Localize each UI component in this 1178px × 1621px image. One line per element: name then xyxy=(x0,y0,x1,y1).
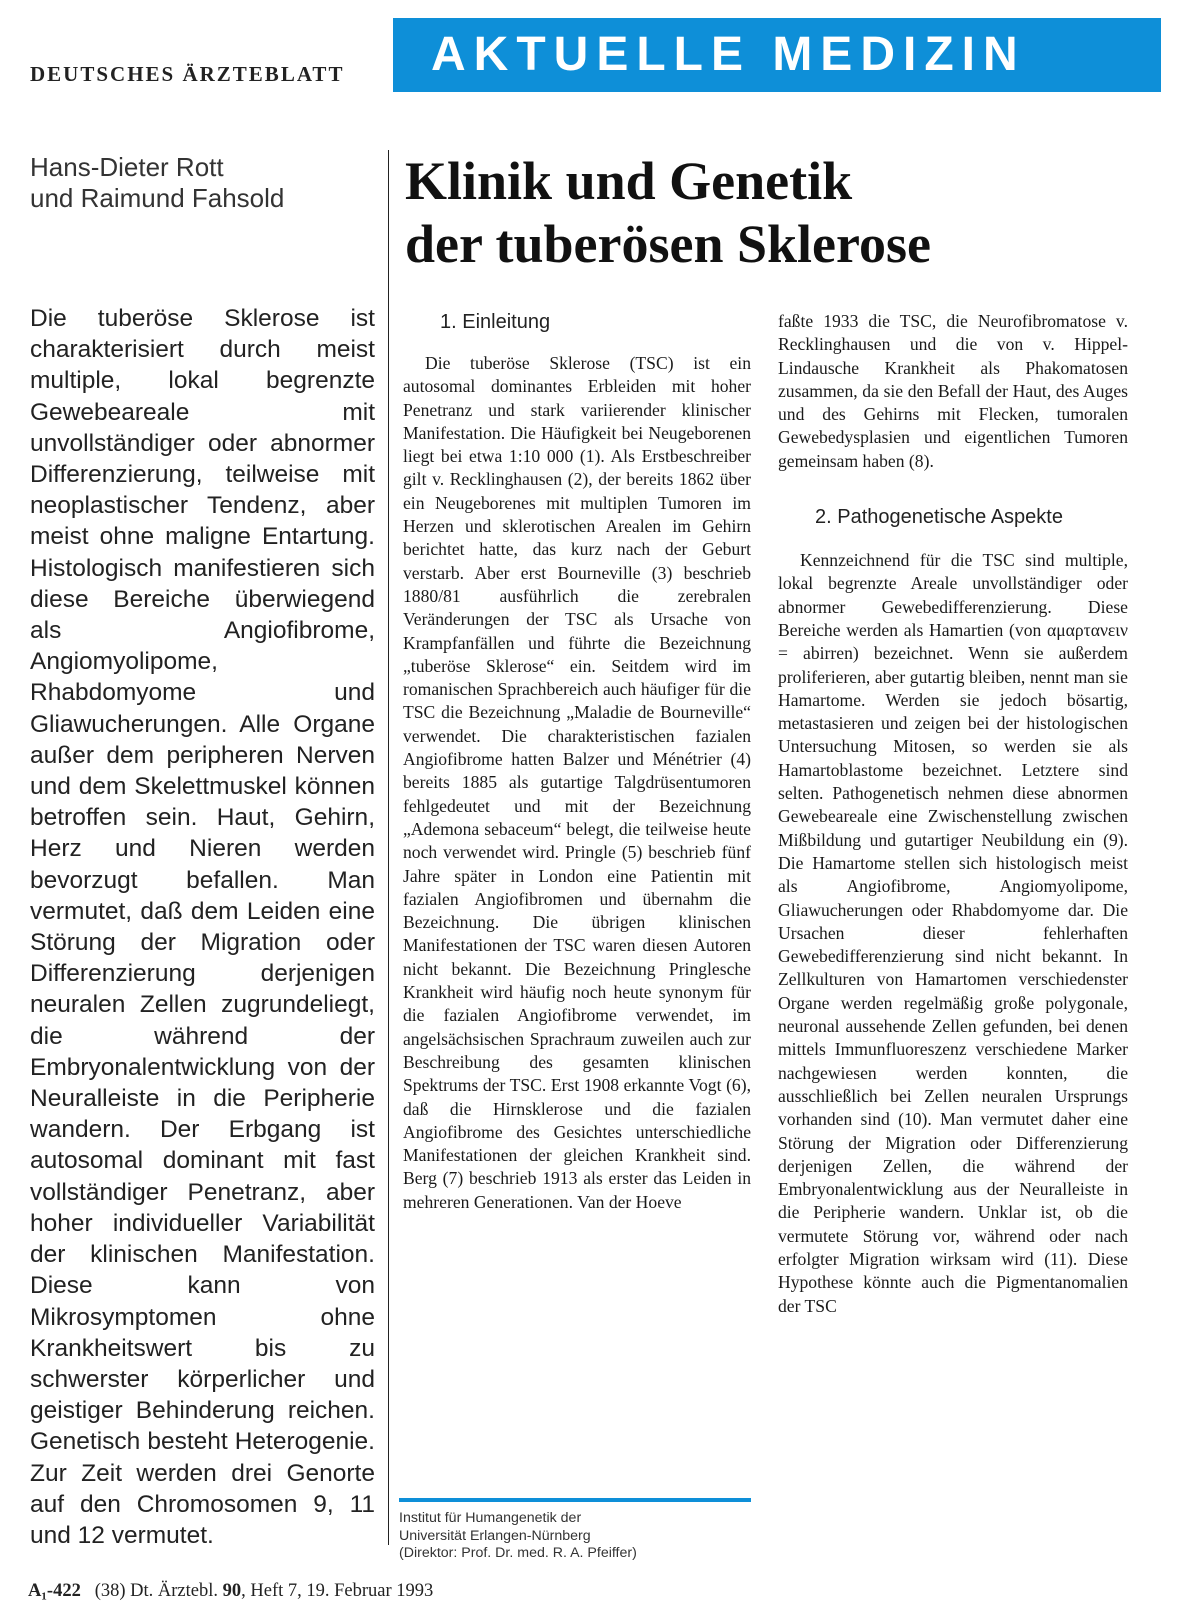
citation-volume: 90 xyxy=(222,1581,242,1601)
affiliation-line: Institut für Humangenetik der xyxy=(399,1510,582,1526)
affiliation-rule xyxy=(399,1498,751,1502)
body-column-2 xyxy=(778,310,1128,1318)
affiliation-block xyxy=(399,1510,637,1563)
page-number: A₁-422 xyxy=(28,1581,81,1601)
section-heading: 1. Einleitung xyxy=(440,311,551,333)
author-line: und Raimund Fahsold xyxy=(30,183,285,213)
column-divider xyxy=(388,150,389,1545)
body-column-1 xyxy=(403,310,751,1214)
body-paragraph: faßte 1933 die TSC, die Neurofibromatose v. Recklinghausen und die von v. Hippel-Lindausche Krankheit als Phakomatosen zusammen, da sie den Befall der Haut, des Auges und des Gehirns mit Flecken, tumoralen Gewebedysplasien und eigentlichen Tumoren gemeinsam haben (8). xyxy=(778,311,1128,471)
body-paragraph: Die tuberöse Sklerose (TSC) ist ein autosomal dominantes Erbleiden mit hoher Penetranz und stark variierender klinischer Manifestation. Die Häufigkeit bei Neugeborenen liegt bei etwa 1:10 000 (1). Als Erstbeschreiber gilt v. Recklinghausen (2), der bereits 1862 über ein Neugeborenes mit multiplen Tumoren im Herzen und sklerotischen Arealen im Gehirn berichtet hatte, das kurz nach der Geburt verstarb. Aber erst Bourneville (3) beschrieb 1880/81 ausführlich die zerebralen Veränderungen der TSC als Ursache von Krampfanfällen und führte die Bezeichnung „tuberöse Sklerose“ ein. Seitdem wird im romanischen Sprachbereich auch häufiger für die TSC die Bezeichnung „Maladie de Bourneville“ verwendet. Die charakteristischen fazialen Angiofibrome hatten Balzer und Ménétrier (4) bereits 1885 als gutartige Talgdrüsentumoren fehlgedeutet und mit der Bezeichnung „Ademona sebaceum“ belegt, die teilweise heute noch verwendet wird. Pringle (5) beschrieb fünf Jahre später in London eine Patientin mit fazialen Angiofibromen und übernahm die Bezeichnung. Die übrigen klinischen Manifestationen der TSC waren diesen Autoren nicht bekannt. Die Bezeichnung Pringlesche Krankheit wird häufig noch heute synonym für die fazialen Angiofibrome verwendet, im angelsächsischen Sprachraum zuweilen auch zur Beschreibung des gesamten klinischen Spektrums der TSC. Erst 1908 erkannte Vogt (6), daß die Hirnsklerose und die fazialen Angiofibrome des Gesichtes unterschiedliche Manifestationen der gleichen Krankheit sind. Berg (7) beschrieb 1913 als erster das Leiden in mehreren Generationen. Van der Hoeve xyxy=(403,353,751,1212)
section-heading: 2. Pathogenetische Aspekte xyxy=(815,506,1063,529)
affiliation-line: Universität Erlangen-Nürnberg xyxy=(399,1527,591,1544)
author-block xyxy=(30,152,284,214)
abstract: Die tuberöse Sklerose ist charakterisiert durch meist multiple, lokal begrenzte Gewebeareale mit unvollständiger oder abnormer Differenzierung, teilweise mit neoplastischer Tendenz, aber meist ohne maligne Entartung. Histologisch manifestieren sich diese Bereiche überwiegend als Angiofibrome, Angiomyolipome, Rhabdomyome und Gliawucherungen. Alle Organe außer dem peripheren Nerven und dem Skelettmuskel können betroffen sein. Haut, Gehirn, Herz und Nieren werden bevorzugt befallen. Man vermutet, daß dem Leiden eine Störung der Migration oder Differenzierung derjenigen neuralen Zellen zugrundeliegt, die während der Embryonalentwicklung von der Neuralleiste in die Peripherie wandern. Der Erbgang ist autosomal dominant mit fast vollständiger Penetranz, aber hoher individueller Variabilität der klinischen Manifestation. Diese kann von Mikrosymptomen ohne Krankheitswert bis zu schwerster körperlicher und geistiger Behinderung reichen. Genetisch besteht Heterogenie. Zur Zeit werden drei Genorte auf den Chromosomen 9, 11 und 12 vermutet. xyxy=(30,305,375,1549)
affiliation-line: (Direktor: Prof. Dr. med. R. A. Pfeiffer) xyxy=(399,1545,637,1561)
article-title xyxy=(405,150,931,276)
author-line: Hans-Dieter Rott xyxy=(30,152,224,182)
citation-prefix: (38) Dt. Ärztebl. xyxy=(94,1581,218,1601)
title-line: Klinik und Genetik xyxy=(405,151,853,211)
title-line: der tuberösen Sklerose xyxy=(405,214,931,274)
body-paragraph: Kennzeichnend für die TSC sind multiple, lokal begrenzte Areale unvollständiger oder abnormer Gewebedifferenzierung. Diese Bereiche werden als Hamartien (von αμαρτανειν = abirren) bezeichnet. Wenn sie außerdem proliferieren, aber gutartig bleiben, nennt man sie Hamartome. Werden sie jedoch bösartig, metastasieren und zeigen bei der histologischen Untersuchung Mitosen, so werden sie als Hamartoblastome bezeichnet. Letztere sind selten. Pathogenetisch nehmen diese abnormen Gewebeareale eine Zwischenstellung zwischen Mißbildung und gutartiger Neubildung ein (9). Die Hamartome stellen sich histologisch meist als Angiofibrome, Angiomyolipome, Gliawucherungen oder Rhabdomyome dar. Die Ursachen dieser fehlerhaften Gewebedifferenzierung sind nicht bekannt. In Zellkulturen von Hamartomen verschiedenster Organe werden regelmäßig große polygonale, neuronal aussehende Zellen gefunden, bei denen mittels Immunfluoreszenz verschiedene Marker nachgewiesen werden konnten, die ausschließlich bei Zellen neuralen Ursprungs vorhanden sind (10). Man vermutet daher eine Störung der Migration oder Differenzierung derjenigen Zellen, die während der Embryonalentwicklung aus der Neuralleiste in die Peripherie wandern. Unklar ist, ob die vermutete Störung vor, während oder nach erfolgter Migration wirksam wird (11). Diese Hypothese könnte auch die Pigmentanomalien der TSC xyxy=(778,550,1128,1316)
journal-masthead: DEUTSCHES ÄRZTEBLATT xyxy=(30,62,345,86)
section-rubric-banner: AKTUELLE MEDIZIN xyxy=(393,18,1161,92)
citation-suffix: , Heft 7, 19. Februar 1993 xyxy=(241,1581,434,1601)
page-footer xyxy=(28,1581,433,1602)
